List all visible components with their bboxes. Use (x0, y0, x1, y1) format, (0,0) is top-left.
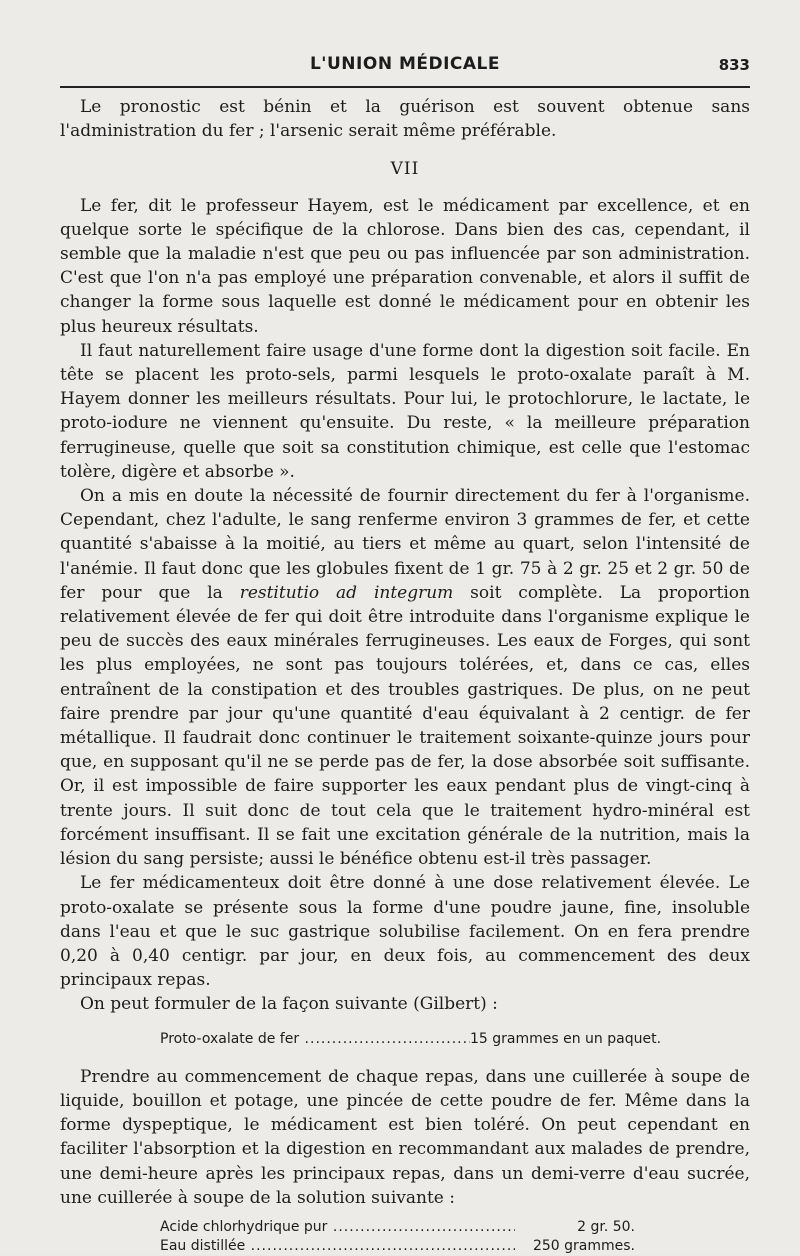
header-rule (60, 86, 750, 88)
paragraph: On peut formuler de la façon suivante (Gilbert) : (80, 994, 498, 1015)
solution-formula (60, 1218, 750, 1256)
paragraph (60, 484, 750, 871)
ingredient-quantity: 250 grammes. (532, 1237, 635, 1254)
ingredient-name: Eau distillée ..... (160, 1237, 515, 1256)
formula-row (60, 1237, 750, 1256)
formula-row (60, 1027, 750, 1051)
paragraph: Le pronostic est bénin et la guérison est souvent obtenue sans l'administration du fer ; l'arsenic serait même préférable. (60, 97, 750, 142)
formula-row (60, 1218, 750, 1237)
body-text (60, 95, 750, 1256)
ingredient-quantity: 15 grammes en un paquet. (470, 1030, 662, 1047)
prescription-formula (60, 1027, 750, 1051)
ingredient-name: Acide chlorhydrique pur ..... (160, 1218, 515, 1237)
running-title: L'UNION MÉDICALE (309, 54, 501, 74)
italic-latin-phrase: restitutio ad integrum (239, 582, 454, 603)
paragraph: Il faut naturellement faire usage d'une forme dont la digestion soit facile. En tête se placent les proto-sels, parmi lesquels le proto-oxalate paraît à M. Hayem donner les meilleurs résultats. Pour lui, le protochlorure, le lactate, le proto-iodure ne viennent qu'ensuite. Du reste, « la meilleure préparation ferrugineuse, quelle que soit sa constitution chimique, est celle que l'estomac tolère, digère et absorbe ». (60, 340, 750, 482)
section-heading: VII (390, 159, 420, 180)
text-run: soit complète. La proportion relativement élevée de fer qui doit être introduite dans l'organisme explique le peu de succès des eaux minérales ferrugineuses. Les eaux de Forges, qui sont les plus employées, ne sont pas toujours tolérées, et, dans ce cas, elles entraînent de la constipation et des troubles gastriques. De plus, on ne peut faire prendre par jour qu'une quantité d'eau équivalant à 2 centigr. de fer métallique. Il faudrait donc continuer le traitement soixante-quinze jours pour que, en supposant qu'il ne se perde pas de fer, la dose absorbée soit suffisante. Or, il est impossible de faire supporter les eaux pendant plus de vingt-cinq à trente jours. Il suit donc de tout cela que le traitement hydro-minéral est forcément insuffisant. Il se fait une excitation générale de la nutrition, mais la lésion du sang persiste; aussi le bénéfice obtenu est-il très passager. (60, 582, 750, 870)
page-header (60, 54, 750, 84)
text-run: On a mis en doute la nécessité de fournir directement du fer à l'organisme. Cependant, chez l'adulte, le sang renferme environ 3 grammes de fer, et cette quantité s'abaisse à la moitié, au tiers et même au quart, selon l'intensité de l'anémie. Il faut donc que les globules fixent de 1 gr. 75 à 2 gr. 25 et 2 gr. 50 de fer pour que la (60, 486, 750, 603)
paragraph: Prendre au commencement de chaque repas, dans une cuillerée à soupe de liquide, bouillon et potage, une pincée de cette poudre de fer. Même dans la forme dyspeptique, le médicament est bien toléré. On peut cependant en faciliter l'absorption et la digestion en recommandant aux malades de prendre, une demi-heure après les principaux repas, dans un demi-verre d'eau sucrée, une cuillerée à soupe de la solution suivante : (60, 1066, 750, 1208)
paragraph: Le fer, dit le professeur Hayem, est le médicament par excellence, et en quelque sorte le spécifique de la chlorose. Dans bien des cas, cependant, il semble que la maladie n'est que peu ou pas influencée par son administration. C'est que l'on n'a pas employé une préparation convenable, et alors il suffit de changer la forme sous laquelle est donné le médicament pour en obtenir les plus heureux résultats. (60, 195, 750, 337)
paragraph: Le fer médicamenteux doit être donné à une dose relativement élevée. Le proto-oxalate se présente sous la forme d'une poudre jaune, fine, insoluble dans l'eau et que le suc gastrique solubilise facilement. On en fera prendre 0,20 à 0,40 centigr. par jour, en deux fois, au commencement des deux principaux repas. (60, 873, 750, 991)
page-number: 833 (718, 56, 750, 74)
ingredient-quantity: 2 gr. 50. (577, 1218, 635, 1235)
ingredient-name: Proto-oxalate de fer ..... (160, 1027, 470, 1051)
